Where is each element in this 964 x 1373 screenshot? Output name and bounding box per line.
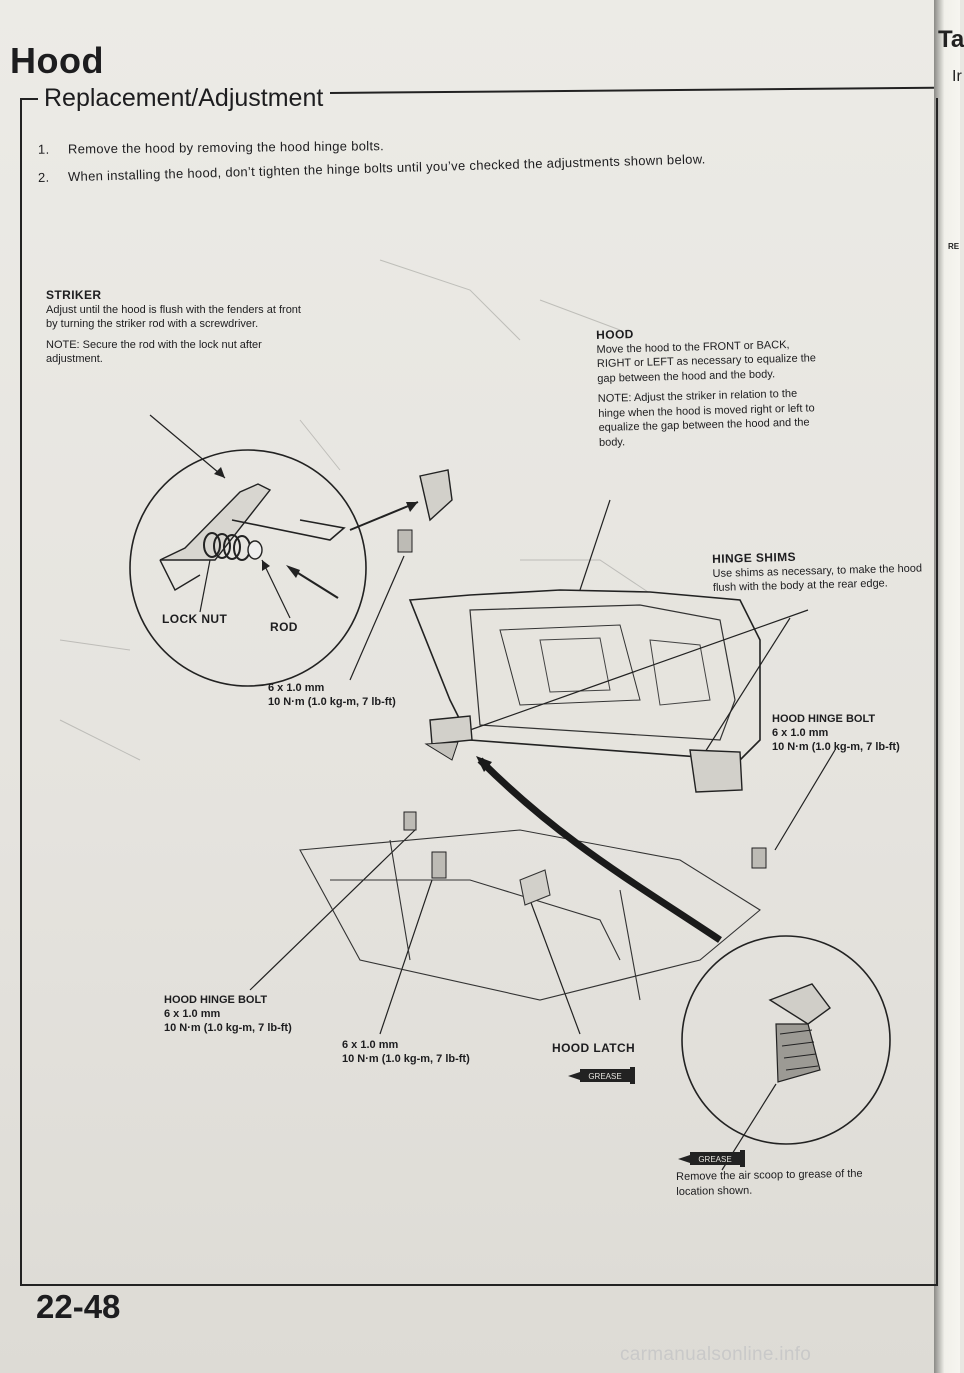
air-scoop-detail-circle bbox=[682, 936, 890, 1170]
page-number: 22-48 bbox=[36, 1288, 121, 1325]
lock-nut-label: LOCK NUT bbox=[162, 612, 228, 626]
hinge-shims-body: Use shims as necessary, to make the hood flush with the body at the rear edge. bbox=[712, 562, 923, 594]
section-subtitle: Replacement/Adjustment bbox=[44, 84, 324, 112]
spec-size: 6 x 1.0 mm bbox=[772, 727, 829, 739]
spec-torque: 10 N·m (1.0 kg-m, 7 lb-ft) bbox=[164, 1022, 292, 1034]
hinge-bolt-right-spec bbox=[772, 712, 900, 754]
striker-title: STRIKER bbox=[46, 288, 102, 302]
grease-text: GREASE bbox=[588, 1072, 622, 1081]
spec-size: 6 x 1.0 mm bbox=[342, 1039, 399, 1051]
grease-text: GREASE bbox=[698, 1155, 732, 1164]
air-scoop-note: Remove the air scoop to grease of the location shown. bbox=[676, 1167, 863, 1198]
latch-bolt-spec bbox=[342, 1038, 470, 1066]
spec-torque: 10 N·m (1.0 kg-m, 7 lb-ft) bbox=[772, 741, 900, 753]
leader-lines bbox=[250, 500, 835, 1034]
spec-torque: 10 N·m (1.0 kg-m, 7 lb-ft) bbox=[342, 1053, 470, 1065]
hood-note: NOTE: Adjust the striker in relation to the hinge when the hood is moved right or left to equalize the gap between the hood and the body. bbox=[597, 387, 815, 449]
spec-torque: 10 N·m (1.0 kg-m, 7 lb-ft) bbox=[268, 696, 396, 708]
striker-bolt-spec bbox=[268, 681, 396, 709]
hood-latch-label: HOOD LATCH bbox=[552, 1041, 636, 1055]
step-number: 1. bbox=[37, 141, 50, 157]
spec-size: 6 x 1.0 mm bbox=[164, 1008, 221, 1020]
step-text: Remove the hood by removing the hood hinge bolts. bbox=[67, 138, 385, 157]
step-number: 2. bbox=[37, 169, 50, 185]
engine-bay-drawing bbox=[300, 830, 760, 1000]
striker-bolt-part bbox=[350, 470, 452, 552]
grease-icon bbox=[566, 1064, 638, 1091]
detail-arrow bbox=[480, 760, 720, 940]
striker-detail-circle bbox=[130, 415, 366, 686]
spec-title: HOOD HINGE BOLT bbox=[164, 994, 268, 1006]
spec-title: HOOD HINGE BOLT bbox=[772, 713, 876, 725]
hood-title: HOOD bbox=[596, 327, 634, 342]
hinge-bolt-left-spec bbox=[164, 993, 292, 1035]
hinge-shims-title: HINGE SHIMS bbox=[712, 549, 797, 566]
striker-body: Adjust until the hood is flush with the fenders at front by turning the striker rod with a screwdriver. bbox=[46, 303, 301, 330]
spec-size: 6 x 1.0 mm bbox=[268, 682, 325, 694]
edge-letter: Ir bbox=[952, 68, 962, 85]
watermark: carmanualsonline.info bbox=[620, 1344, 812, 1365]
edge-heading: Ta bbox=[938, 26, 964, 53]
rod-label: ROD bbox=[270, 620, 298, 634]
edge-small-label: RE bbox=[948, 242, 960, 251]
hood-body: Move the hood to the FRONT or BACK, RIGHT or LEFT as necessary to equalize the gap between the hood and the body. bbox=[596, 338, 817, 385]
page-title: Hood bbox=[10, 40, 104, 81]
step-text: When installing the hood, don’t tighten the hinge bolts until you’ve checked the adjustments shown below. bbox=[67, 151, 706, 185]
striker-note: NOTE: Secure the rod with the lock nut after adjustment. bbox=[46, 338, 262, 365]
